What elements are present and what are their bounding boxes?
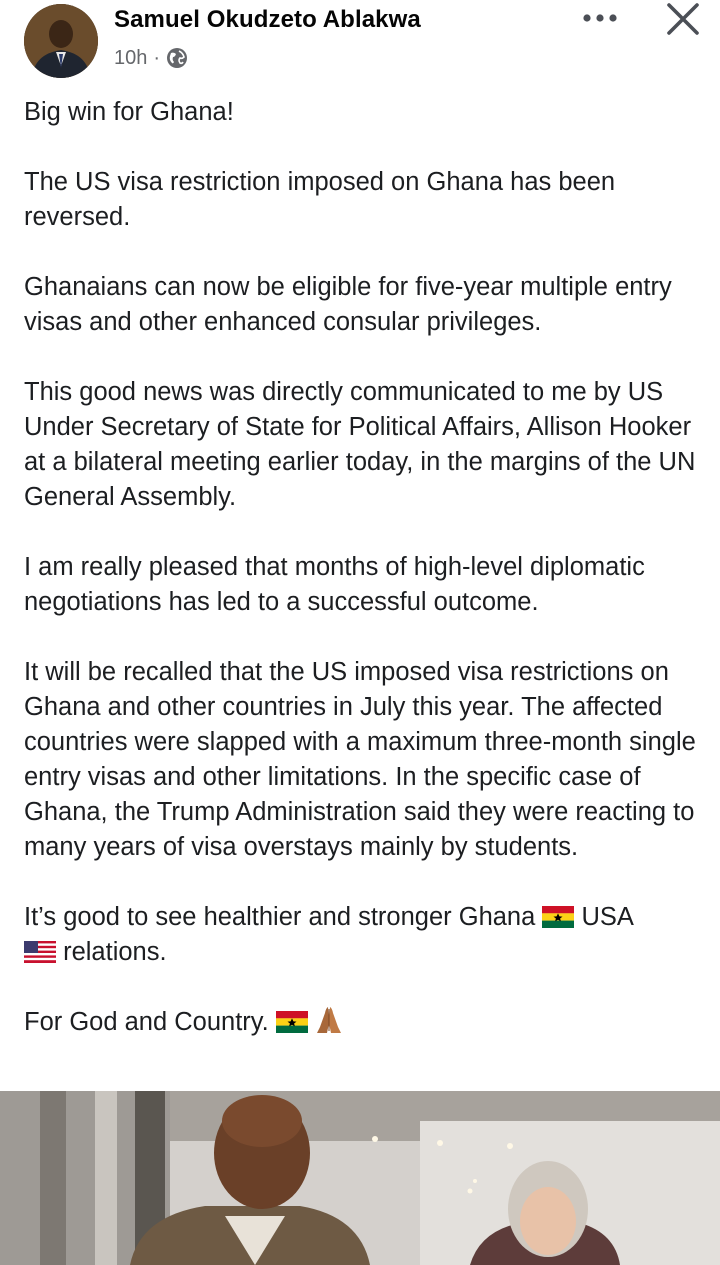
post-paragraph: Big win for Ghana!	[24, 98, 234, 126]
closing-text: For God and Country.	[24, 1008, 269, 1036]
praying-hands-icon	[315, 1005, 343, 1035]
relations-text-c: relations.	[63, 938, 167, 966]
post-meta	[114, 44, 188, 72]
avatar-image	[24, 4, 98, 78]
usa-flag-icon	[24, 941, 56, 963]
ghana-flag-icon	[542, 906, 574, 928]
more-options-button[interactable]	[578, 4, 622, 32]
post-paragraph: Ghanaians can now be eligible for five-year multiple entry visas and other enhanced consular privileges.	[24, 273, 672, 336]
post-photo[interactable]	[0, 1091, 720, 1265]
more-dots-icon	[582, 13, 618, 23]
ghana-flag-icon	[276, 1011, 308, 1033]
author-avatar[interactable]	[24, 4, 98, 78]
post-header	[0, 0, 720, 90]
post-paragraph: I am really pleased that months of high-level diplomatic negotiations has led to a successful outcome.	[24, 553, 645, 616]
post-body	[24, 95, 704, 1075]
relations-text-a: It’s good to see healthier and stronger Ghana	[24, 903, 536, 931]
post-paragraph: The US visa restriction imposed on Ghana has been reversed.	[24, 168, 616, 231]
globe-icon	[166, 47, 188, 69]
meta-separator: ·	[153, 46, 161, 69]
close-button[interactable]	[664, 0, 702, 38]
meeting-photo	[0, 1091, 720, 1265]
post-paragraph: It will be recalled that the US imposed visa restrictions on Ghana and other countries in July this year. The affected countries were slapped with a maximum three-month single entry visas and other limitations. In the specific case of Ghana, the Trump Administration said they were reacting to many years of visa overstays mainly by students.	[24, 658, 696, 861]
post-paragraph-relations	[24, 900, 704, 970]
close-icon	[664, 0, 702, 38]
post-paragraph: This good news was directly communicated to me by US Under Secretary of State for Political Affairs, Allison Hooker at a bilateral meeting earlier today, in the margins of the UN General Assembly.	[24, 378, 696, 511]
author-name[interactable]: Samuel Okudzeto Ablakwa	[114, 6, 421, 33]
post-paragraph-closing	[24, 1005, 704, 1040]
relations-text-b: USA	[581, 903, 634, 931]
post-time[interactable]: 10h	[114, 46, 148, 69]
